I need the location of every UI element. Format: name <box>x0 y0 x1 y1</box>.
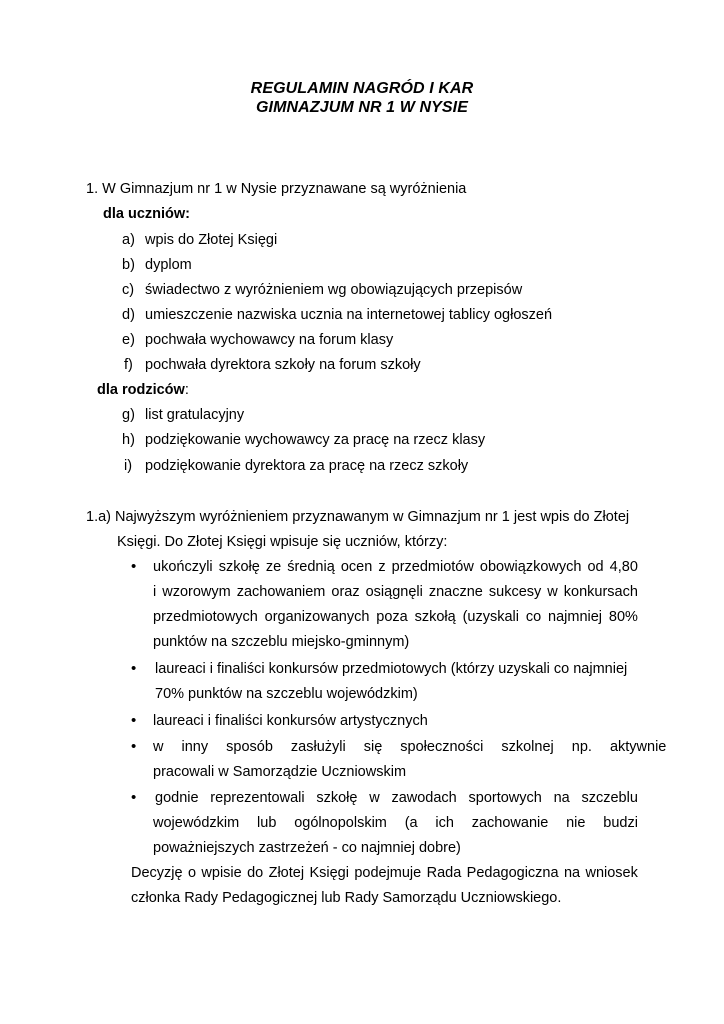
word: szkołę <box>316 790 358 806</box>
word: (a <box>404 815 418 831</box>
list-item-letter: f) <box>124 357 133 373</box>
list-item-text: pochwała dyrektora szkoły na forum szkoły <box>145 357 421 373</box>
bullet-5-line-2 <box>153 814 638 832</box>
bullet-2-line-2: 70% punktów na szczeblu wojewódzkim) <box>155 686 418 702</box>
bullet-1-line-4: punktów na szczeblu miejsko-gminnym) <box>153 634 410 650</box>
word: 4,80 <box>609 559 638 575</box>
word: wniosek <box>585 865 638 881</box>
bullet-1-line-1 <box>153 558 638 576</box>
closing-line-2: członka Rady Pedagogicznej lub Rady Samorządu Uczniowskiego. <box>131 890 562 906</box>
word: obowiązkowych <box>479 559 582 575</box>
word: szkołę <box>218 559 260 575</box>
word: najmniej <box>548 609 603 625</box>
list-item-text: list gratulacyjny <box>145 407 245 423</box>
word: co <box>525 609 542 625</box>
justified-line <box>153 583 638 601</box>
word: przedmiotów <box>391 559 474 575</box>
word: sportowych <box>468 790 542 806</box>
word: i <box>153 584 157 600</box>
word: sukcesy <box>488 584 542 600</box>
word: zachowaniem <box>236 584 326 600</box>
parents-heading <box>97 381 189 399</box>
closing-line-1 <box>131 864 638 882</box>
bullet-marker: • <box>131 789 137 806</box>
justified-line <box>153 558 638 576</box>
list-item-text: podziękowanie dyrektora za pracę na rzecz szkoły <box>145 458 469 474</box>
justified-line <box>153 608 638 626</box>
list-item-text: wpis do Złotej Księgi <box>145 232 278 248</box>
word: Rada <box>426 865 462 881</box>
list-item-text: świadectwo z wyróżnieniem wg obowiązujących przepisów <box>145 282 523 298</box>
section-1a-line-2: Księgi. Do Złotej Księgi wpisuje się uczniów, którzy: <box>117 534 448 550</box>
word: wzorowym <box>162 584 231 600</box>
word: Księgi <box>309 865 349 881</box>
bullet-1-line-2 <box>153 583 638 601</box>
list-item-letter: g) <box>122 407 135 423</box>
word: wpisie <box>201 865 242 881</box>
document-title-line-2: GIMNAZJUM NR 1 W NYSIE <box>256 99 468 116</box>
word: wojewódzkim <box>153 815 240 831</box>
word: reprezentowali <box>210 790 305 806</box>
section-1-intro: 1. W Gimnazjum nr 1 w Nysie przyznawane są wyróżnienia <box>86 181 467 197</box>
word: w <box>547 584 558 600</box>
list-item-text: umieszczenie nazwiska ucznia na internetowej tablicy ogłoszeń <box>145 307 553 323</box>
bullet-4-line-1: w inny sposób zasłużyli się społeczności szkolnej np. aktywnie <box>153 739 667 755</box>
justified-line <box>131 864 638 882</box>
bullet-4-line-2: pracowali w Samorządzie Uczniowskim <box>153 764 407 780</box>
bullet-3-line-1: laureaci i finaliści konkursów artystycznych <box>153 713 428 729</box>
word: zawodach <box>391 790 457 806</box>
word: w <box>369 790 380 806</box>
bullet-marker: • <box>131 660 137 677</box>
list-item-letter: h) <box>122 432 135 448</box>
word: oraz <box>331 584 360 600</box>
word: organizowanych <box>264 609 370 625</box>
list-item-text: dyplom <box>145 257 192 273</box>
word: na <box>563 865 581 881</box>
bullet-5-line-1 <box>155 789 638 807</box>
word: przedmiotowych <box>153 609 258 625</box>
word: o <box>187 865 197 881</box>
word: budzi <box>603 815 638 831</box>
list-item-letter: d) <box>122 307 135 323</box>
list-item-text: pochwała wychowawcy na forum klasy <box>145 332 394 348</box>
word: konkursach <box>563 584 638 600</box>
list-item-letter: i) <box>124 458 133 474</box>
word: do <box>247 865 264 881</box>
word: ich <box>435 815 454 831</box>
word: Złotej <box>268 865 305 881</box>
word: godnie <box>155 790 199 806</box>
word: zachowanie <box>471 815 549 831</box>
word: nie <box>566 815 586 831</box>
list-item-letter: a) <box>122 232 135 248</box>
bullet-5-line-3: poważniejszych zastrzeżeń - co najmniej dobre) <box>153 840 461 856</box>
list-item-letter: e) <box>122 332 135 348</box>
word: ogólnopolskim <box>294 815 387 831</box>
word: ukończyli <box>153 559 213 575</box>
list-item-letter: c) <box>122 282 135 298</box>
section-1a-line-1: 1.a) Najwyższym wyróżnieniem przyznawanym w Gimnazjum nr 1 jest wpis do Złotej <box>86 509 630 525</box>
word: 80% <box>608 609 638 625</box>
bullet-marker: • <box>131 558 137 575</box>
word: ocen <box>340 559 373 575</box>
word: szczeblu <box>581 790 638 806</box>
justified-line <box>155 789 638 807</box>
word: od <box>587 559 604 575</box>
word: szkołą <box>414 609 456 625</box>
bullet-1-line-3 <box>153 608 638 626</box>
parents-heading-colon: : <box>184 382 189 398</box>
list-item-letter: b) <box>122 257 135 273</box>
bullet-2-line-1: laureaci i finaliści konkursów przedmiotowych (którzy uzyskali co najmniej <box>155 661 628 677</box>
justified-line <box>153 814 638 832</box>
document-title-line-1: REGULAMIN NAGRÓD I KAR <box>250 80 474 97</box>
word: średnią <box>287 559 335 575</box>
word: Decyzję <box>131 865 183 881</box>
word: z <box>378 559 386 575</box>
students-heading: dla uczniów: <box>103 206 190 222</box>
word: (uzyskali <box>462 609 519 625</box>
word: na <box>553 790 570 806</box>
word: podejmuje <box>354 865 422 881</box>
word: ze <box>265 559 282 575</box>
bullet-marker: • <box>131 712 137 729</box>
parents-heading-label: dla rodziców <box>97 382 185 398</box>
word: znaczne <box>428 584 483 600</box>
word: osiągnęli <box>365 584 423 600</box>
word: poza <box>376 609 408 625</box>
word: lub <box>257 815 277 831</box>
list-item-text: podziękowanie wychowawcy za pracę na rzecz klasy <box>145 432 486 448</box>
bullet-marker: • <box>131 738 137 755</box>
word: Pedagogiczna <box>466 865 559 881</box>
